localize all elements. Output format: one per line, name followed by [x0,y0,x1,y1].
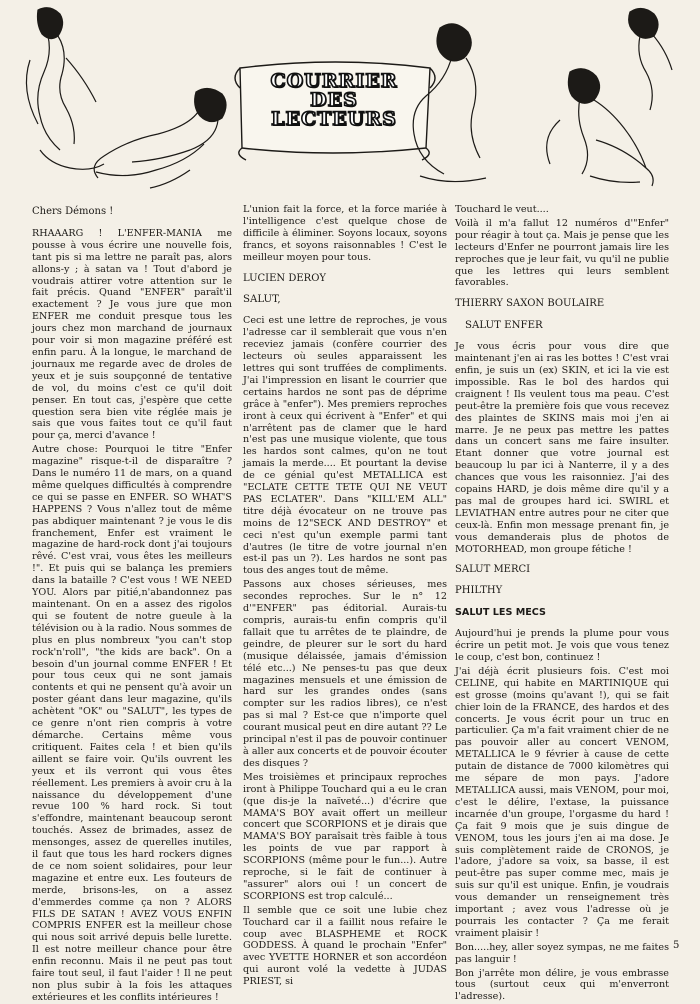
paragraph: RHAAARG ! L'ENFER-MANIA me pousse à vous écrire une nouvelle fois, tant pis si ma lettre ne paraît pas, alors allons-y ; à satan va ! Tout d'abord je voudrais attirer votre attention sur le fait précis. Quand "ENFER" paraît'il exactement ? Je vous jure que mon ENFER me conduit presque tous les jours chez mon marchand de journaux pour voir si mon magazine préféré est enfin paru. À la longue, le marchand de journaux me regarde avec de droles de yeux et je suis soupçonné de tentative de vol, du moins c'est ce qu'il doit penser. En tout cas, j'espère que cette question sera bien vite réglée mais je sais que vous faites tout ce qu'il faut pour ça, merci d'avance ! [32,227,232,442]
page-number: 5 [673,940,680,951]
letter-heading: SALUT, [243,294,281,306]
title-line-2: DES [310,89,358,111]
far-right-standing-figure [629,8,672,110]
paragraph: Mes troisièmes et principaux reproches iront à Philippe Touchard qui a eu le cran (que dis-je la naïveté...) d'écrire que MAMA'S BOY avait offert un meilleur concert que SCORPIONS et je dirais que MAMA'S BOY paraîsait très faible à tous les points de vue par rapport à SCORPIONS (même pour le fun...). Autre reproche, si le fait de continuer à "assurer" alors oui ! un concert de SCORPIONS est trop calculé... [243,771,447,902]
salutation: Chers Démons ! [32,206,114,217]
letter-heading: SALUT LES MECS [455,607,546,619]
column-3 [455,204,669,1003]
paragraph: J'ai déjà écrit plusieurs fois. C'est moi CELINE, qui habite en MARTINIQUE qui est grosse (moins qu'avant !), qui se fait chier loin de la FRANCE, des hardos et des concerts. Je vous écrit pour un truc en particulier. Ça m'a fait vraiment chier de ne pas pouvoir aller au concert VENOM, METALLICA le 9 février à cause de cette putain de distance de 7000 kilomètres qui me sépare de mon pays. J'adore METALLICA aussi, mais VENOM, pour moi, c'est le délire, l'extase, la puissance incarnée d'un groupe, l'orgasme du hard ! Ça fait 9 mois que je suis dingue de VENOM, tous les jours j'en ai ma dose. Je suis complètement raide de CRONOS, je l'adore, j'adore sa voix, sa basse, il est peut-être pas super comme mec, mais je suis sur qu'il est unique. Enfin, je voudrais vous demander un renseignement très important ; avez vous l'adresse où je pourrais les contacter ? Ça me ferait vraiment plaisir ! [455,665,669,939]
left-reclining-figure [94,88,226,188]
column-2 [243,204,447,988]
title-line-3: LECTEURS [271,108,397,130]
letter-heading: SALUT ENFER [465,320,543,332]
paragraph: Voilà il m'a fallut 12 numéros d'"Enfer" pour réagir à tout ça. Mais je pense que les lecteurs d'Enfer ne pourront jamais lire les reproches que je leur fait, vu qu'il ne publie que les lettres qui leurs semblent favorables. [455,217,669,289]
section-title [238,72,430,129]
paragraph: Il semble que ce soit une lubie chez Touchard car il a faillit nous refaire le coup avec BLASPHEME et ROCK GODDESS. À quand le prochain "Enfer" avec YVETTE HORNER et son accordéon qui auront volé la vedette à JUDAS PRIEST, si [243,904,447,988]
paragraph: Touchard le veut.... [455,204,549,215]
paragraph: Ceci est une lettre de reproches, je vous l'adresse car il semblerait que vous n'en receviez jamais (confère courrier des lecteurs où seules apparaissent les lettres qui sont truffées de compliments. J'ai l'impression en lisant le courrier que certains hardos ne sont pas de déprime grâce à "enfer"). Mes premiers reproches iront à ceux qui écrivent à "Enfer" et qui n'arrêtent pas de clamer que le hard n'est pas une musique violente, que tous les hardos sont calmes, qu'on ne tout jamais la merde.... Et pourtant la devise de ce génial qu'est METALLICA est "ECLATE CETTE TETE QUI NE VEUT PAS ECLATER". Dans "KILL'EM ALL" titre déjà évocateur on ne trouve pas moins de 12"SECK AND DESTROY" et ceci n'est qu'un exemple parmi tant d'autres (le titre de votre journal n'en est-il pas un ?). Les hardos ne sont pas tous des anges tout de même. [243,315,447,577]
header-illustration [0,0,700,200]
title-line-1: COURRIER [270,70,398,92]
paragraph: Bon j'arrête mon délire, je vous embrasse tous (surtout ceux qui m'enverront l'adresse). [455,967,669,1003]
paragraph: Passons aux choses sérieuses, mes secondes reproches. Sur le n° 12 d'"ENFER" pas éditorial. Aurais-tu compris, aurais-tu enfin compris qu'il fallait que tu arrêtes de te plaindre, de geindre, de pleurer sur le sort du hard (musique délaissée, jamais d'émission télé etc...) Ne penses-tu pas que deux magazines mensuels et une émission de hard sur les grandes ondes (sans compter sur les radios libres), ce n'est pas si mal ? Est-ce que n'importe quel courant musical peut en dire autant ?? Le principal n'est il pas de pouvoir continuer à aller aux concerts et de pouvoir écouter des disques ? [243,579,447,769]
column-1 [32,204,232,1003]
paragraph: Je vous écris pour vous dire que maintenant j'en ai ras les bottes ! C'est vrai enfin, je suis un (ex) SKIN, et ici la vie est impossible. Ras le bol des hardos qui craignent ! Ils veulent tous ma peau. C'est peut-être la première fois que vous recevez des plaintes de SKINS mais moi j'en ai marre. Je ne peux pas mettre les pattes dans un concert sans me faire insulter. Etant donner que votre journal est beaucoup lu par ici à Nanterre, il y a des chances que vous les raisonniez. J'ai des copains HARD, je dois même dire qu'il y a pas mal de groupes hard ici. SWIRL et LEVIATHAN entre autres pour ne citer que ceux-là. Enfin mon message prenant fin, je vous demanderais plus de photos de MOTORHEAD, mon groupe fétiche ! [455,341,669,555]
paragraph: Aujourd'hui je prends la plume pour vous écrire un petit mot. Je vois que vous tenez le coup, c'est bon, continuez ! [455,628,669,663]
signature: THIERRY SAXON BOULAIRE [455,298,605,310]
signature: LUCIEN DEROY [243,272,326,284]
right-seated-figure [547,69,653,186]
left-standing-figure [26,8,104,170]
paragraph: L'union fait la force, et la force mariée à l'intelligence c'est quelque chose de difficile à éliminer. Soyons locaux, soyons francs, et soyons raisonnables ! C'est le meilleur moyen pour tous. [243,204,447,263]
paragraph: Bon.....hey, aller soyez sympas, ne me faites pas languir ! [455,941,669,965]
paragraph: Autre chose: Pourquoi le titre "Enfer magazine" risque-t-il de disparaître ? Dans le numéro 11 de mars, on a quand même quelques difficultés à comprendre ce qui se passe en ENFER. SO WHAT'S HAPPENS ? Vous n'allez tout de même pas abdiquer maintenant ? je vous le dis franchement, Enfer est vraiment le magazine de hard-rock dont j'ai toujours rêvé. C'est vrai, vous êtes les meilleurs !". Et puis qui se balança les premiers dans la bataille ? C'est vous ! WE NEED YOU. Alors par pitié,n'abandonnez pas maintenant. On en a assez des rigolos qui se foutent de notre gueule à la télévision ou à la radio. Nous sommes de plus en plus nombreux "you can't stop rock'n'roll", "the kids are back". On a besoin d'un journal comme ENFER ! Et pour tous ceux qui ne sont jamais contents et qui ne pensent qu'à avoir un poster géant dans leur magazine, qu'ils achètent "OK" ou "SALUT", les types de ce genre n'ont rien compris à votre démarche. Certains même vous critiquent. Faites cela ! et bien qu'ils aillent se faire voir. Qu'ils ouvrent les yeux et ils verront qui vous êtes réellement. Les premiers à avoir cru à la naissance du développement d'une revue 100 % hard rock. Si tout s'effondre, maintenant beaucoup seront touchés. Assez de brimades, assez de mensonges, assez de querelles inutiles, il faut que tous les hard rockers dignes de ce nom soient solidaires, pour leur magazine et entre eux. Les fouteurs de merde, brisons-les, on a assez d'emmerdes comme ça non ? ALORS FILS DE SATAN ! AVEZ VOUS ENFIN COMPRIS ENFER est la meilleur chose qui nous soit arrivé depuis belle lurette. Il est notre meilleur chance pour être enfin reconnu. Mais il ne peut pas tout faire tout seul, il faut l'aider ! Il ne peut non plus subir à la fois les attaques extérieures et les conflits intérieures ! [32,444,232,1003]
signature: SALUT MERCI [455,564,531,576]
signature: PHILTHY [455,585,503,597]
